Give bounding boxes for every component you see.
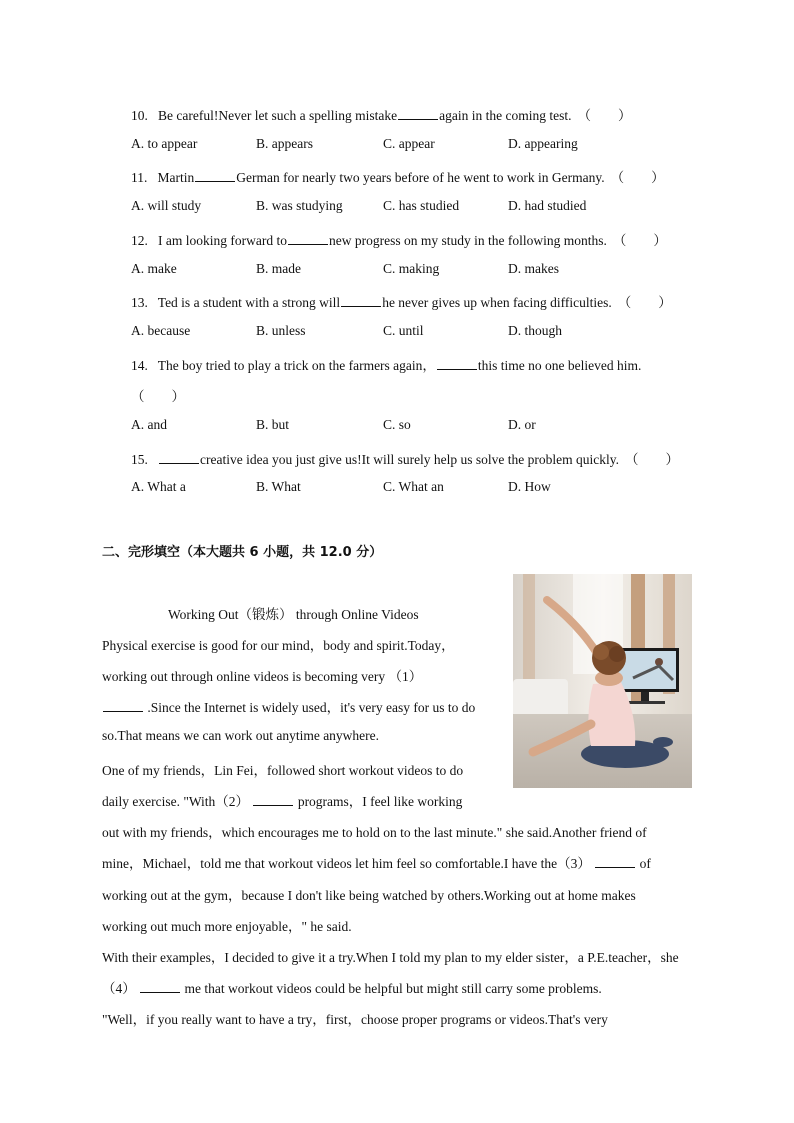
cloze-blank-3[interactable] [595, 855, 635, 868]
question-14: 14. The boy tried to play a trick on the farmers again， this time no one believed him. [131, 358, 642, 373]
answer-paren[interactable]: （ ） [612, 233, 667, 248]
cloze-blank-1[interactable] [103, 699, 143, 712]
passage-line: out with my friends，which encourages me to hold on to the last minute." she said.Another friend of [102, 825, 647, 840]
option-c: C. What an [383, 479, 444, 494]
woman-stretching-illustration [513, 574, 692, 788]
option-a: A. make [131, 261, 177, 276]
option-a: A. will study [131, 198, 202, 213]
passage-line: One of my friends，Lin Fei，followed short workout videos to do [102, 763, 464, 778]
answer-paren[interactable]: （ ） [131, 389, 185, 404]
question-11: 11. Martin German for nearly two years before of he went to work in Germany. （ ） [131, 166, 665, 186]
option-c: C. making [383, 261, 440, 276]
option-d: D. appearing [508, 136, 578, 151]
passage-line: so.That means we can work out anytime anywhere. [102, 728, 380, 743]
option-c: C. has studied [383, 198, 460, 213]
question-12: 12. I am looking forward to new progress on my study in the following months. （ ） [131, 229, 667, 249]
passage-title: Working Out（锻炼） through Online Videos [168, 607, 419, 622]
section-title: 二、完形填空（本大题共 6 小题，共 12.0 分） [102, 545, 383, 560]
passage-line: daily exercise. "With（2） programs，I feel like working [102, 794, 463, 809]
passage-line: mine，Michael，told me that workout videos let him feel so comfortable.I have the（3） of [102, 856, 651, 871]
answer-paren[interactable]: （ ） [625, 452, 680, 467]
option-b: B. unless [256, 323, 306, 338]
question-13: 13. Ted is a student with a strong will he never gives up when facing difficulties. （ ） [131, 291, 672, 311]
passage-line: working out much more enjoyable，" he said. [102, 919, 352, 934]
option-c: C. until [383, 323, 424, 338]
workout-photo [513, 574, 692, 788]
option-a: A. to appear [131, 136, 198, 151]
answer-blank[interactable] [341, 294, 381, 307]
passage-line: （4） me that workout videos could be helpful but might still carry some problems. [102, 981, 602, 996]
option-c: C. appear [383, 136, 435, 151]
answer-blank[interactable] [288, 232, 328, 245]
passage-line: With their examples，I decided to give it a try.When I told my plan to my elder sister，a P.E.teacher，she [102, 950, 679, 965]
answer-paren[interactable]: （ ） [577, 108, 632, 123]
passage-line: .Since the Internet is widely used，it's very easy for us to do [102, 696, 475, 716]
option-b: B. but [256, 417, 290, 432]
question-10: 10. Be careful!Never let such a spelling mistake again in the coming test. （ ） [131, 104, 632, 124]
answer-paren[interactable]: （ ） [610, 170, 665, 185]
cloze-blank-2[interactable] [253, 793, 293, 806]
answer-paren[interactable]: （ ） [617, 295, 672, 310]
option-d: D. or [508, 417, 536, 432]
option-a: A. because [131, 323, 191, 338]
option-d: D. How [508, 479, 551, 494]
option-b: B. was studying [256, 198, 343, 213]
option-d: D. though [508, 323, 562, 338]
passage-line: "Well，if you really want to have a try，first，choose proper programs or videos.That's very [102, 1012, 608, 1027]
option-a: A. and [131, 417, 167, 432]
answer-blank[interactable] [195, 169, 235, 182]
passage-line: working out through online videos is becoming very （1） [102, 669, 423, 684]
option-c: C. so [383, 417, 411, 432]
passage-line: working out at the gym，because I don't like being watched by others.Working out at home makes [102, 888, 636, 903]
passage-line: Physical exercise is good for our mind，body and spirit.Today， [102, 638, 455, 653]
option-d: D. had studied [508, 198, 587, 213]
option-d: D. makes [508, 261, 559, 276]
answer-blank[interactable] [398, 107, 438, 120]
option-b: B. appears [256, 136, 313, 151]
option-b: B. What [256, 479, 301, 494]
option-b: B. made [256, 261, 301, 276]
option-a: A. What a [131, 479, 186, 494]
answer-blank[interactable] [159, 451, 199, 464]
question-15: 15. creative idea you just give us!It will surely help us solve the problem quickly. （ ） [131, 448, 679, 468]
cloze-blank-4[interactable] [140, 980, 180, 993]
answer-blank[interactable] [437, 357, 477, 370]
